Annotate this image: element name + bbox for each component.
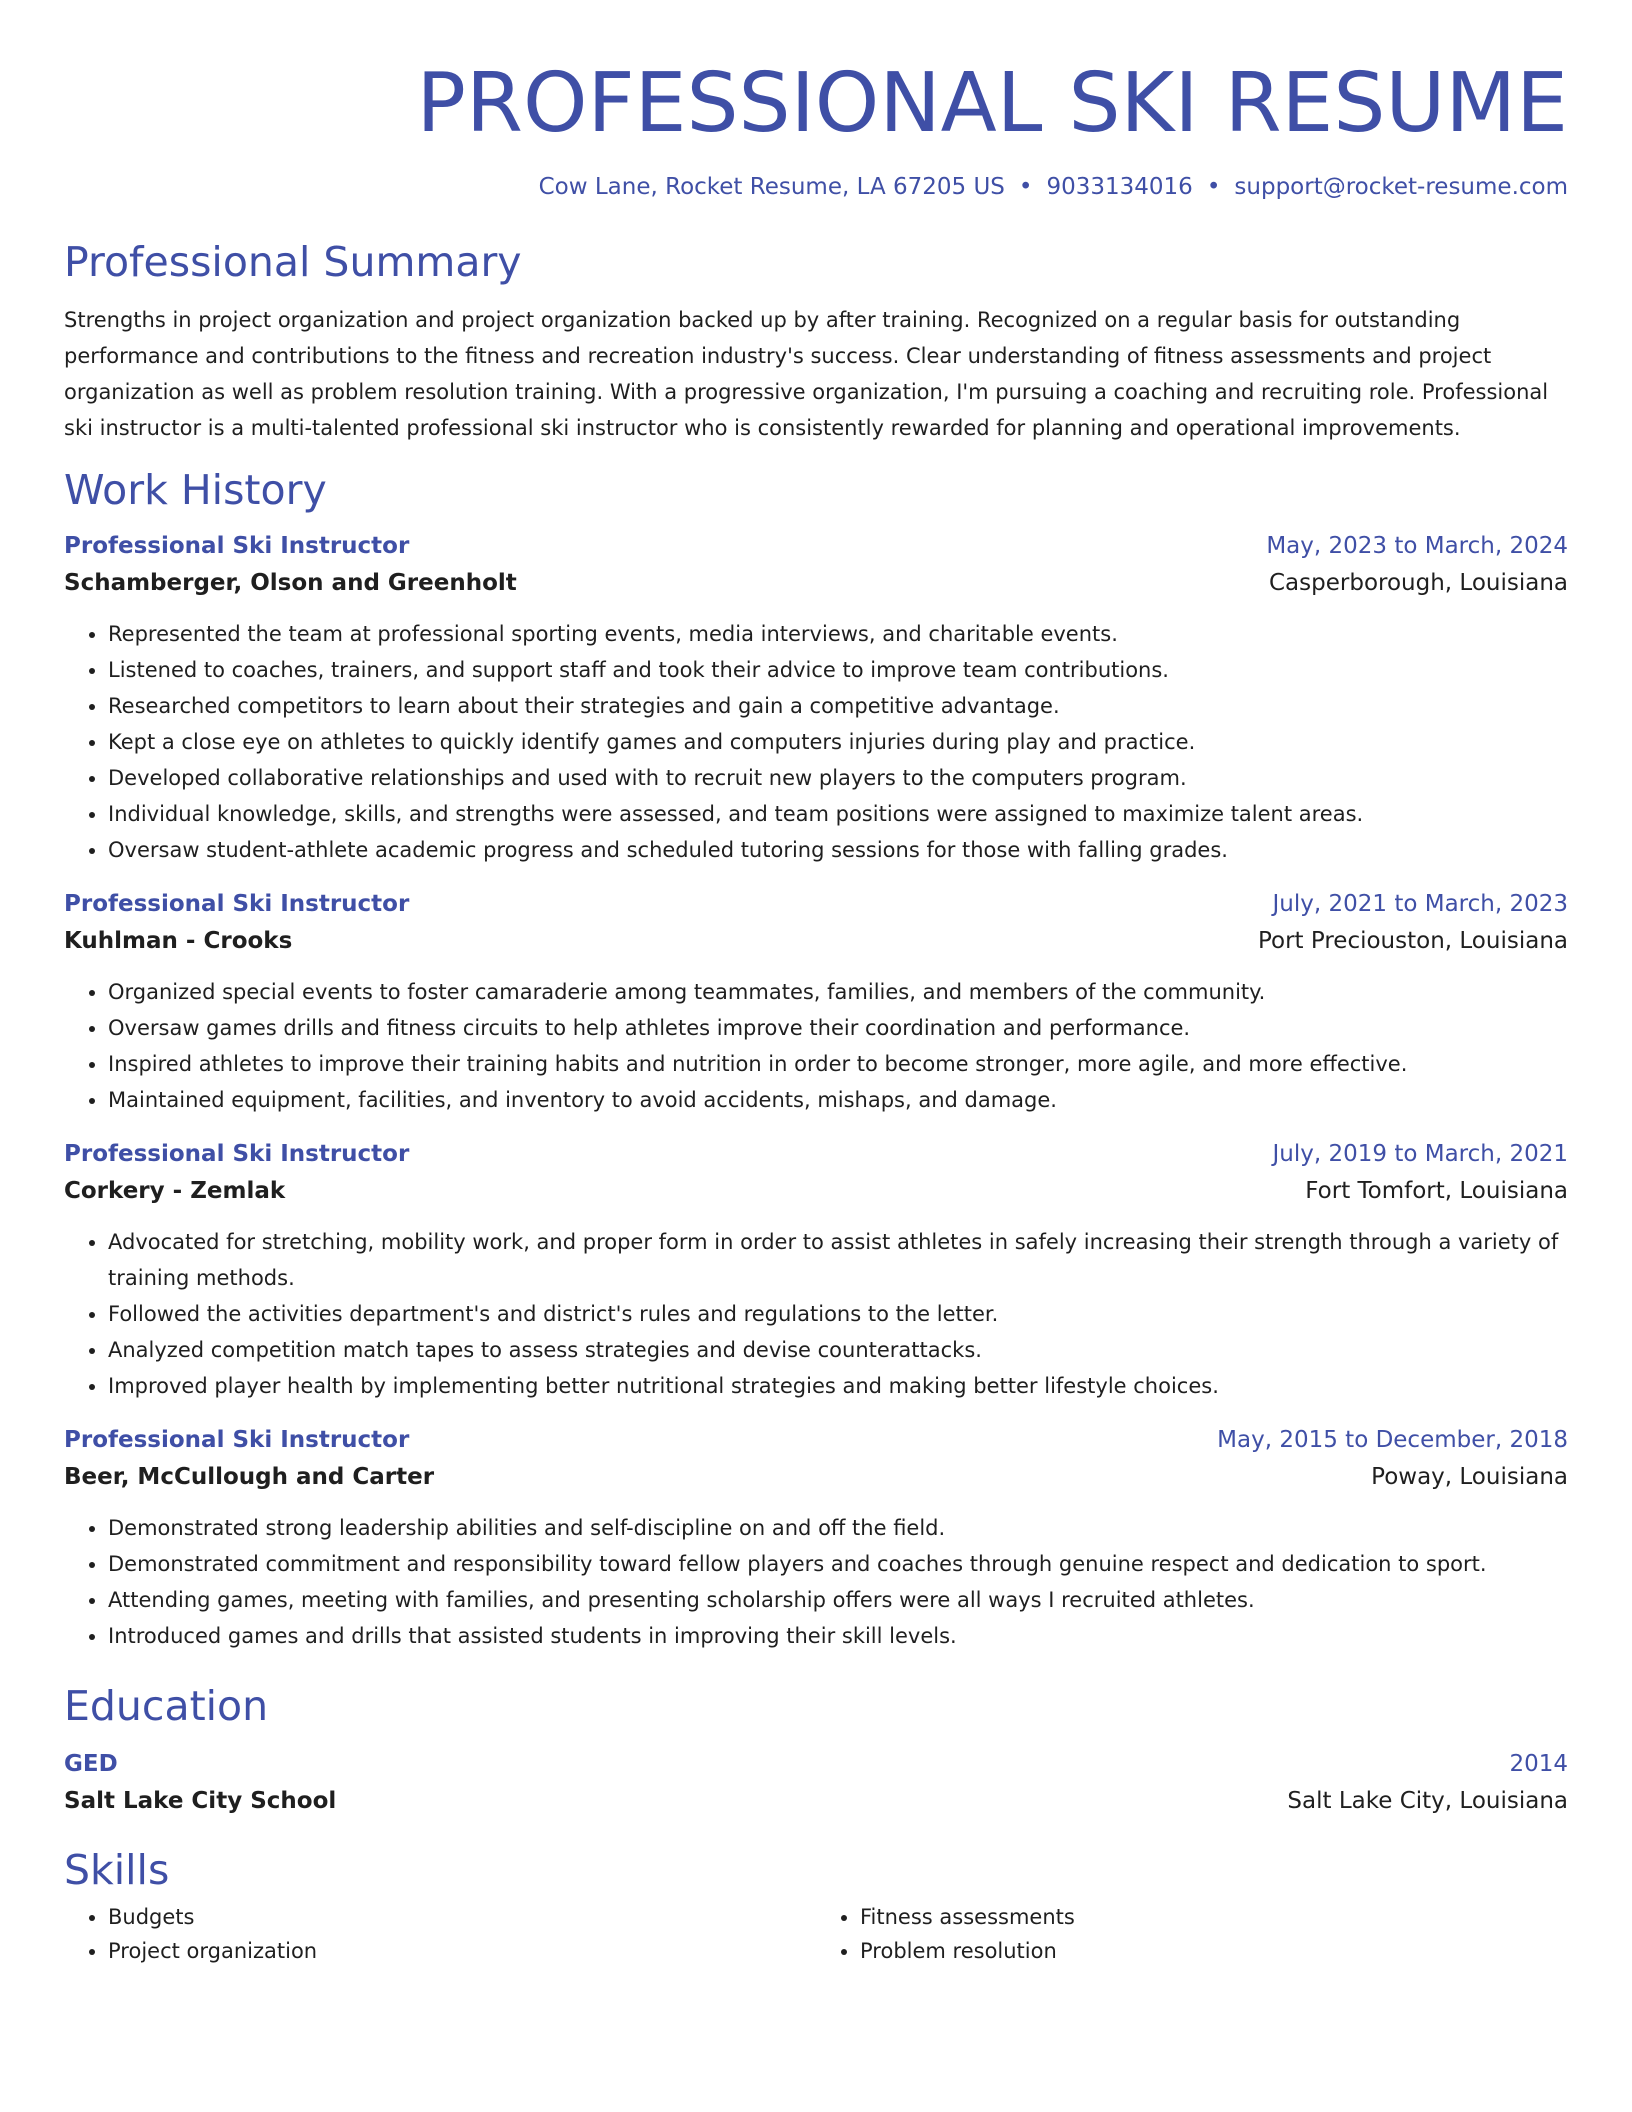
contact-email[interactable]: support@rocket-resume.com: [1234, 174, 1568, 200]
education-school: Salt Lake City School: [64, 1788, 337, 1814]
job-bullet: • Listened to coaches, trainers, and support staff and took their advice to improve team contributions.: [108, 652, 1568, 688]
education-section: [64, 1680, 1568, 1820]
job-title: Professional Ski Instructor: [64, 891, 410, 917]
job-company: Corkery - Zemlak: [64, 1178, 286, 1204]
job-title: Professional Ski Instructor: [64, 533, 410, 559]
contact-line: [64, 172, 1568, 202]
skills-title: Skills: [64, 1846, 170, 1894]
skill-item: • Budgets: [108, 1900, 816, 1934]
job-bullet: • Oversaw games drills and fitness circuits to help athletes improve their coordination and performance.: [108, 1010, 1568, 1046]
job-bullet: • Advocated for stretching, mobility work, and proper form in order to assist athletes in safely increasing their strength through a variety of training methods.: [108, 1224, 1568, 1296]
job-dates: July, 2019 to March, 2021: [1272, 1141, 1568, 1167]
skills-columns: [64, 1900, 1568, 1968]
education-year: 2014: [1509, 1751, 1568, 1777]
job-company: Beer, McCullough and Carter: [64, 1464, 435, 1490]
job-dates: May, 2015 to December, 2018: [1217, 1427, 1568, 1453]
job-entry: [64, 886, 1568, 1118]
job-title: Professional Ski Instructor: [64, 1141, 410, 1167]
job-location: Port Preciouston, Louisiana: [1257, 928, 1568, 954]
job-bullet: • Improved player health by implementing better nutritional strategies and making better lifestyle choices.: [108, 1368, 1568, 1404]
job-bullet: • Individual knowledge, skills, and strengths were assessed, and team positions were assigned to maximize talent areas.: [108, 796, 1568, 832]
contact-separator: •: [1206, 174, 1221, 200]
job-dates: May, 2023 to March, 2024: [1266, 533, 1568, 559]
job-bullet: • Researched competitors to learn about their strategies and gain a competitive advantage.: [108, 688, 1568, 724]
job-bullet: • Organized special events to foster camaraderie among teammates, families, and members of the community.: [108, 974, 1568, 1010]
job-company: Schamberger, Olson and Greenholt: [64, 570, 517, 596]
job-company: Kuhlman - Crooks: [64, 928, 293, 954]
job-bullet: • Attending games, meeting with families, and presenting scholarship offers were all ways I recruited athletes.: [108, 1582, 1568, 1618]
education-title: Education: [64, 1682, 269, 1730]
job-bullet: • Developed collaborative relationships and used with to recruit new players to the computers program.: [108, 760, 1568, 796]
job-location: Fort Tomfort, Louisiana: [1305, 1178, 1568, 1204]
contact-separator: •: [1018, 174, 1033, 200]
job-dates: July, 2021 to March, 2023: [1272, 891, 1568, 917]
work-history-section: [64, 464, 1568, 1654]
job-location: Poway, Louisiana: [1371, 1464, 1568, 1490]
job-bullet: • Represented the team at professional sporting events, media interviews, and charitable events.: [108, 616, 1568, 652]
contact-address: Cow Lane, Rocket Resume, LA 67205 US: [538, 174, 1005, 200]
skill-item: • Project organization: [108, 1934, 816, 1968]
job-entry: [64, 1422, 1568, 1654]
job-bullets: [64, 974, 1568, 1118]
skills-section: [64, 1844, 1568, 1968]
job-bullet: • Inspired athletes to improve their training habits and nutrition in order to become stronger, more agile, and more effective.: [108, 1046, 1568, 1082]
job-bullets: [64, 1224, 1568, 1404]
summary-title: Professional Summary: [64, 238, 522, 286]
job-entry: [64, 528, 1568, 868]
skill-item: • Fitness assessments: [860, 1900, 1568, 1934]
job-title: Professional Ski Instructor: [64, 1427, 410, 1453]
resume-name: PROFESSIONAL SKI RESUME: [416, 56, 1568, 151]
job-bullet: • Oversaw student-athlete academic progress and scheduled tutoring sessions for those with falling grades.: [108, 832, 1568, 868]
skill-item: • Problem resolution: [860, 1934, 1568, 1968]
job-bullet: • Followed the activities department's and district's rules and regulations to the letter.: [108, 1296, 1568, 1332]
job-bullet: • Maintained equipment, facilities, and inventory to avoid accidents, mishaps, and damage.: [108, 1082, 1568, 1118]
job-bullet: • Demonstrated commitment and responsibility toward fellow players and coaches through genuine respect and dedication to sport.: [108, 1546, 1568, 1582]
skills-left-column: [64, 1900, 816, 1968]
summary-section: [64, 236, 1568, 446]
skills-right-column: [816, 1900, 1568, 1968]
job-bullet: • Demonstrated strong leadership abilities and self-discipline on and off the field.: [108, 1510, 1568, 1546]
job-bullet: • Kept a close eye on athletes to quickly identify games and computers injuries during play and practice.: [108, 724, 1568, 760]
education-degree: GED: [64, 1751, 118, 1777]
education-location: Salt Lake City, Louisiana: [1287, 1788, 1568, 1814]
job-bullets: [64, 616, 1568, 868]
job-entry: [64, 1136, 1568, 1404]
job-bullets: [64, 1510, 1568, 1654]
job-bullet: • Analyzed competition match tapes to assess strategies and devise counterattacks.: [108, 1332, 1568, 1368]
education-entry: [64, 1746, 1568, 1820]
work-history-title: Work History: [64, 466, 327, 514]
job-bullet: • Introduced games and drills that assisted students in improving their skill levels.: [108, 1618, 1568, 1654]
job-location: Casperborough, Louisiana: [1269, 570, 1568, 596]
contact-phone: 9033134016: [1046, 174, 1193, 200]
summary-text: Strengths in project organization and project organization backed up by after training. Recognized on a regular basis for outstanding performance and contributions to the fitness and recreation industry's success. Clear understanding of fitness assessments and project organization as well as problem resolution training. With a progressive organization, I'm pursuing a coaching and recruiting role. Professional ski instructor is a multi-talented professional ski instructor who is consistently rewarded for planning and operational improvements.: [64, 308, 1549, 440]
